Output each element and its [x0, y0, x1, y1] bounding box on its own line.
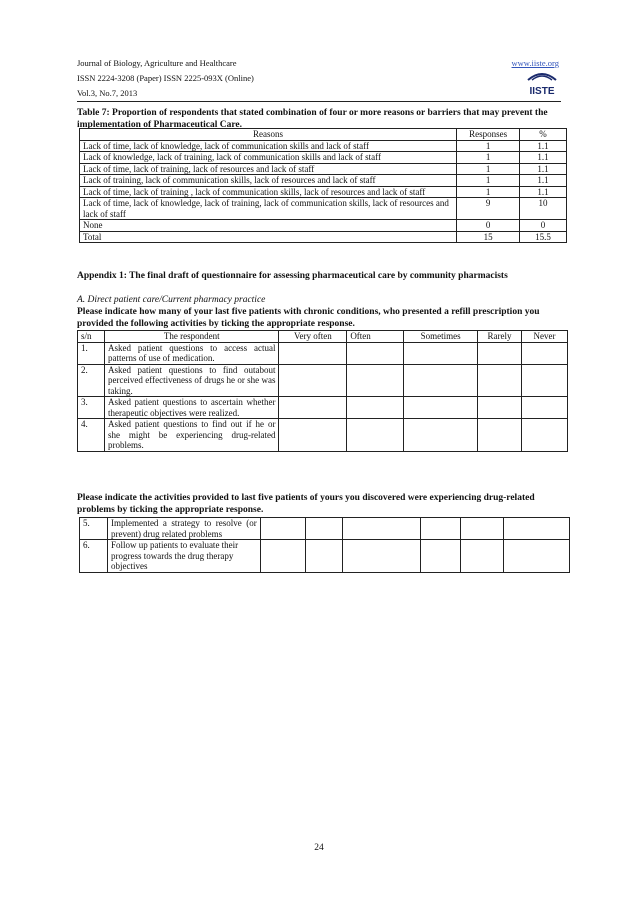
- question-row: [78, 364, 568, 397]
- responses-cell: 1: [457, 140, 520, 152]
- responses-cell: 1: [457, 186, 520, 198]
- question-text: Asked patient questions to access actual patterns of use of medication.: [104, 342, 279, 364]
- reason-cell: Total: [80, 231, 457, 243]
- percent-cell: 1.1: [520, 186, 567, 198]
- header-reasons: Reasons: [80, 129, 457, 141]
- percent-cell: 1.1: [520, 163, 567, 175]
- response-often-cell[interactable]: [347, 364, 404, 397]
- response-sometimes-cell[interactable]: [404, 342, 478, 364]
- question-sn: 2.: [78, 364, 105, 397]
- question-sn: 3.: [78, 397, 105, 419]
- response-rarely-cell[interactable]: [478, 397, 522, 419]
- questionnaire-table-1: [77, 330, 568, 452]
- percent-cell: 15.5: [520, 231, 567, 243]
- responses-cell: 0: [457, 220, 520, 232]
- responses-cell: 15: [457, 231, 520, 243]
- response-rarely-cell[interactable]: [478, 342, 522, 364]
- question-row: [80, 540, 570, 573]
- volume-line: Vol.3, No.7, 2013: [77, 88, 138, 98]
- response-cell[interactable]: [461, 540, 504, 573]
- table-row: [80, 163, 567, 175]
- responses-cell: 9: [457, 198, 520, 220]
- question-sn: 4.: [78, 419, 105, 452]
- response-sometimes-cell[interactable]: [404, 364, 478, 397]
- reason-cell: Lack of knowledge, lack of training, lack of communication skills and lack of staff: [80, 152, 457, 164]
- reason-cell: Lack of time, lack of knowledge, lack of training, lack of communication skills, lack of resources and lack of staff: [80, 198, 457, 220]
- response-cell[interactable]: [504, 518, 570, 540]
- response-never-cell[interactable]: [522, 364, 568, 397]
- responses-cell: 1: [457, 163, 520, 175]
- response-rarely-cell[interactable]: [478, 419, 522, 452]
- response-very-often-cell[interactable]: [279, 419, 347, 452]
- reason-cell: Lack of time, lack of knowledge, lack of communication skills and lack of staff: [80, 140, 457, 152]
- response-never-cell[interactable]: [522, 419, 568, 452]
- question-row: [78, 397, 568, 419]
- table-header-row: [80, 129, 567, 141]
- reason-cell: Lack of training, lack of communication skills, lack of resources and lack of staff: [80, 175, 457, 187]
- response-cell[interactable]: [421, 518, 461, 540]
- response-cell[interactable]: [305, 540, 343, 573]
- response-cell[interactable]: [305, 518, 343, 540]
- journal-url-link[interactable]: www.iiste.org: [511, 58, 559, 68]
- table-row: [80, 152, 567, 164]
- response-very-often-cell[interactable]: [279, 397, 347, 419]
- reason-cell: Lack of time, lack of training , lack of communication skills, lack of resources and lack of staff: [80, 186, 457, 198]
- question-text: Asked patient questions to ascertain whether therapeutic objectives were realized.: [104, 397, 279, 419]
- header-responses: Responses: [457, 129, 520, 141]
- table-row: [80, 140, 567, 152]
- response-never-cell[interactable]: [522, 342, 568, 364]
- question-text: Asked patient questions to find out if he or she might be experiencing drug-related problems.: [104, 419, 279, 452]
- logo-text: IISTE: [529, 86, 555, 97]
- appendix-title: Appendix 1: The final draft of questionnaire for assessing pharmaceutical care by community pharmacists: [77, 271, 508, 281]
- response-often-cell[interactable]: [347, 342, 404, 364]
- response-never-cell[interactable]: [522, 397, 568, 419]
- response-often-cell[interactable]: [347, 397, 404, 419]
- question-row: [80, 518, 570, 540]
- table-row: [80, 186, 567, 198]
- table7: [79, 128, 567, 243]
- page-number: 24: [314, 843, 324, 853]
- response-cell[interactable]: [260, 518, 305, 540]
- question-text: Implemented a strategy to resolve (or prevent) drug related problems: [107, 518, 260, 540]
- response-cell[interactable]: [343, 540, 421, 573]
- response-very-often-cell[interactable]: [279, 342, 347, 364]
- table-row: [80, 198, 567, 220]
- response-cell[interactable]: [461, 518, 504, 540]
- percent-cell: 1.1: [520, 140, 567, 152]
- question-text: Asked patient questions to find outabout perceived effectiveness of drugs he or she was taking.: [104, 364, 279, 397]
- responses-cell: 1: [457, 175, 520, 187]
- question-row: [78, 342, 568, 364]
- table-header-row: [78, 331, 568, 343]
- table-row: [80, 175, 567, 187]
- question-sn: 1.: [78, 342, 105, 364]
- response-rarely-cell[interactable]: [478, 364, 522, 397]
- question-sn: 5.: [80, 518, 108, 540]
- iiste-logo: [524, 68, 560, 98]
- percent-cell: 1.1: [520, 152, 567, 164]
- instruction-1: Please indicate how many of your last five patients with chronic conditions, who presented a refill prescription you provided the following activities by ticking the appropriate response.: [77, 307, 540, 329]
- response-cell[interactable]: [421, 540, 461, 573]
- response-often-cell[interactable]: [347, 419, 404, 452]
- question-row: [78, 419, 568, 452]
- percent-cell: 0: [520, 220, 567, 232]
- journal-name: Journal of Biology, Agriculture and Healthcare: [77, 58, 237, 68]
- header-percent: %: [520, 129, 567, 141]
- header-often: Often: [347, 331, 404, 343]
- header-sometimes: Sometimes: [404, 331, 478, 343]
- response-cell[interactable]: [504, 540, 570, 573]
- reason-cell: Lack of time, lack of training, lack of resources and lack of staff: [80, 163, 457, 175]
- header-rule: [77, 101, 561, 102]
- percent-cell: 1.1: [520, 175, 567, 187]
- table-row: [80, 220, 567, 232]
- response-sometimes-cell[interactable]: [404, 397, 478, 419]
- table-row-total: [80, 231, 567, 243]
- question-sn: 6.: [80, 540, 108, 573]
- response-cell[interactable]: [343, 518, 421, 540]
- instruction-2: Please indicate the activities provided to last five patients of yours you discovered were experiencing drug-related problems by ticking the appropriate response.: [77, 493, 535, 515]
- header-very-often: Very often: [279, 331, 347, 343]
- header-sn: s/n: [78, 331, 105, 343]
- questionnaire-table-2: [79, 517, 570, 573]
- percent-cell: 10: [520, 198, 567, 220]
- header-respondent: The respondent: [104, 331, 279, 343]
- table7-caption: Table 7: Proportion of respondents that stated combination of four or more reasons or barriers that may prevent the implementation of Pharmaceutical Care.: [77, 108, 548, 130]
- question-text: Follow up patients to evaluate their progress towards the drug therapy objectives: [107, 540, 260, 573]
- section-a-heading: A. Direct patient care/Current pharmacy practice: [77, 295, 266, 305]
- header-never: Never: [522, 331, 568, 343]
- response-cell[interactable]: [260, 540, 305, 573]
- response-very-often-cell[interactable]: [279, 364, 347, 397]
- issn-line: ISSN 2224-3208 (Paper) ISSN 2225-093X (Online): [77, 73, 254, 83]
- header-rarely: Rarely: [478, 331, 522, 343]
- response-sometimes-cell[interactable]: [404, 419, 478, 452]
- responses-cell: 1: [457, 152, 520, 164]
- reason-cell: None: [80, 220, 457, 232]
